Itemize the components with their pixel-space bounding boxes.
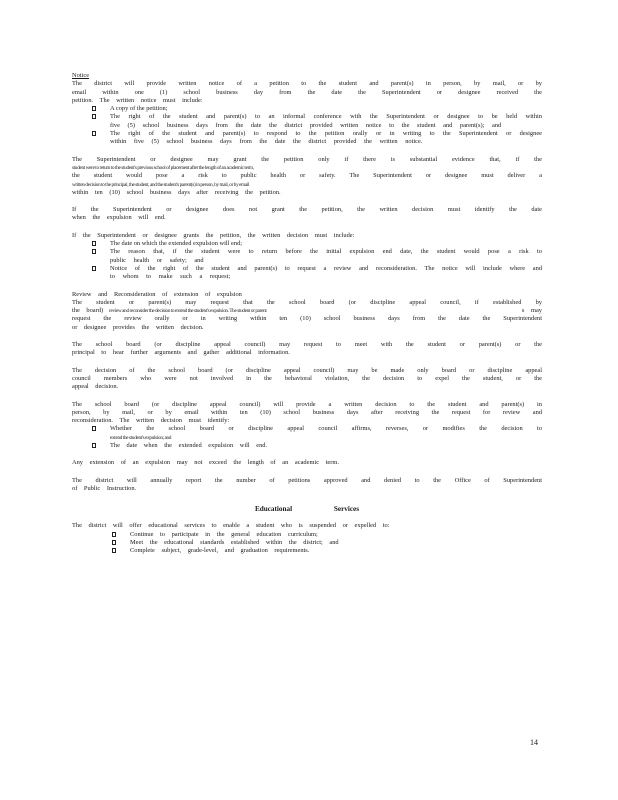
- list-item: Continue to participate in the general education curriculum;: [130, 531, 542, 539]
- list-item: The right of the student and parent(s) to respond to the petition orally or in writing to the Superintendent or designee within five (5) school business days from the date the district provided the written notice.: [110, 130, 542, 147]
- checkbox-bullet-icon: [92, 241, 96, 246]
- checkbox-bullet-icon: [92, 443, 96, 448]
- checkbox-bullet-icon: [92, 131, 96, 136]
- edu-paragraph: The district will offer educational services to enable a student who is suspended or expelled to: Continue to participate in the general education curriculum; Meet the educational standards established within the district; and Complete subject, grade-level, and graduation requirements.: [72, 522, 542, 555]
- board-decision-paragraph: The decision of the school board (or discipline appeal council) may be made only board or discipline appeal council members who were not involved in the behavioral violation, the decision to expel the student, or the appeal decision.: [72, 366, 542, 391]
- review-paragraph: Review and Reconsideration of extension of expulsion The student or parent(s) may request that the school board (or discipline appeal council, if established by the board) review and reconsider the decision to extend the student's expulsion. The student or parent s may request the review orally or in writing within ten (10) school business days from the date the Superintendent or designee provides the written decision.: [72, 290, 542, 331]
- list-item: Whether the school board or discipline appeal council affirms, reverses, or modifies the decision to extend the student's expulsion; and: [110, 425, 542, 442]
- not-grant-paragraph: If the Superintendent or designee does not grant the petition, the written decision must identify the date when the expulsion will end.: [72, 206, 542, 222]
- notice-line: The district will provide written notice of a petition to the student and parent(s) in person, by mail, or by: [72, 80, 542, 88]
- list-item: The right of the student and parent(s) to an informal conference with the Superintendent or designee to be held within five (5) school business days from the date the district provided written notice to the student and parent(s); and: [110, 113, 542, 130]
- notice-line: email within one (1) school business day from the date the Superintendent or designee received the: [72, 88, 542, 96]
- notice-line: petition. The written notice must include:: [72, 96, 203, 104]
- checkbox-bullet-icon: [92, 114, 96, 119]
- board-written-list: [72, 425, 542, 450]
- report-paragraph: The district will annually report the number of petitions approved and denied to the Office of Superintendent of Public Instruction.: [72, 476, 542, 492]
- checkbox-bullet-icon: [112, 548, 116, 553]
- grants-paragraph: If the Superintendent or designee grants the petition, the written decision must include: The date on which the extended expulsion will end; The reason that, if the student were to return before the initial expulsion end date, the student would pose a risk to public health or safety; and Notice of the right of the student and parent(s) to request a review and reconsideration. The notice will include where and to whom to make such a request;: [72, 231, 542, 281]
- grants-list: [72, 240, 542, 281]
- checkbox-bullet-icon: [92, 106, 96, 111]
- notice-list: [72, 105, 542, 146]
- list-item: Meet the educational standards established within the district; and: [130, 539, 542, 547]
- list-item: A copy of the petition;: [110, 105, 542, 113]
- list-item: Notice of the right of the student and parent(s) to request a review and reconsideration. The notice will include where and to whom to make such a request;: [110, 265, 542, 282]
- board-meet-paragraph: The school board (or discipline appeal council) may request to meet with the student or parent(s) or the principal to hear further arguments and gather additional information.: [72, 341, 542, 357]
- grant-paragraph: The Superintendent or designee may grant the petition only if there is substantial evidence that, if the student were to return to the student's previous school of placement after the length of an academic term, the student would pose a risk to public health or safety. The Superintendent or designee must deliver a written decision to the principal, the student, and the student's parent(s) in person, by mail, or by email within ten (10) school business days after receiving the petition.: [72, 155, 542, 196]
- document-body: [72, 72, 542, 556]
- checkbox-bullet-icon: [92, 426, 96, 431]
- list-item: The reason that, if the student were to return before the initial expulsion end date, the student would pose a risk to public health or safety; and: [110, 248, 542, 265]
- board-written-paragraph: The school board (or discipline appeal council) will provide a written decision to the student and parent(s) in person, by mail, or by email within ten (10) school business days after receiving the request for review and reconsideration. The written decision must identify: Whether the school board or discipline appeal council affirms, reverses, or modifies the decision to extend the student's expulsion; and The date when the extended expulsion will end.: [72, 400, 542, 449]
- page-number: 14: [530, 738, 538, 747]
- list-item: The date when the extended expulsion will end.: [110, 442, 542, 450]
- checkbox-bullet-icon: [112, 540, 116, 545]
- educational-services-heading: Educational Services: [254, 505, 360, 514]
- checkbox-bullet-icon: [92, 266, 96, 271]
- checkbox-bullet-icon: [112, 532, 116, 537]
- edu-list: [72, 531, 542, 556]
- term-paragraph: Any extension of an expulsion may not exceed the length of an academic term.: [72, 459, 339, 467]
- list-item: The date on which the extended expulsion will end;: [110, 240, 542, 248]
- checkbox-bullet-icon: [92, 249, 96, 254]
- notice-heading: Notice: [72, 72, 90, 79]
- review-heading: Review and Reconsideration of extension of expulsion: [72, 290, 242, 298]
- list-item: Complete subject, grade-level, and graduation requirements.: [130, 547, 542, 555]
